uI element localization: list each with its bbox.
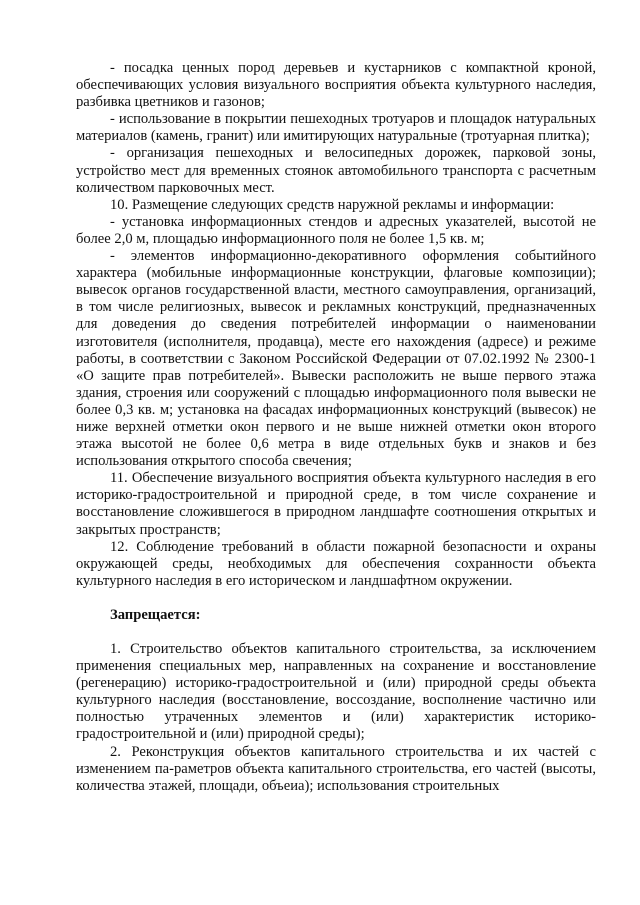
paragraph-info-stands: - установка информационных стендов и адресных указателей, высотой не более 2,0 м, площадью информационного поля не более 1,5 кв. м; bbox=[76, 213, 596, 247]
paragraph-item-11: 11. Обеспечение визуального восприятия объекта культурного наследия в его историко-градостроительной и природной среде, в том числе сохранение и восстановление сложившегося в природном ландшафте соотношения открытых и закрытых пространств; bbox=[76, 470, 596, 538]
paragraph-planting: - посадка ценных пород деревьев и кустарников с компактной кроной, обеспечивающих условия визуального восприятия объекта культурного наследия, разбивка цветников и газонов; bbox=[76, 60, 596, 111]
document-page bbox=[76, 60, 596, 795]
paragraph-paths-parking: - организация пешеходных и велосипедных дорожек, парковой зоны, устройство мест для временных стоянок автомобильного транспорта с расчетным количеством парковочных мест. bbox=[76, 145, 596, 196]
paragraph-prohibited-2: 2. Реконструкция объектов капитального строительства и их частей с изменением па-раметров объекта капитального строительства, его частей (высоты, количества этажей, площади, объеиа); использования строительных bbox=[76, 743, 596, 794]
paragraph-item-12: 12. Соблюдение требований в области пожарной безопасности и охраны окружающей среды, необходимых для обеспечения сохранности объекта культурного наследия в его историческом и ландшафтном окружении. bbox=[76, 538, 596, 589]
paragraph-prohibited-1: 1. Строительство объектов капитального строительства, за исключением применения специальных мер, направленных на сохранение и восстановление (регенерацию) историко-градостроительной и (или) природной среды объекта культурного наследия (восстановление, воссоздание, восполнение частично или полностью утраченных элементов и (или) характеристик историко-градостроительной и (или) природной среды); bbox=[76, 641, 596, 743]
paragraph-signage: - элементов информационно-декоративного оформления событийного характера (мобильные информационные конструкции, флаговые композиции); вывесок органов государственной власти, местного самоуправления, организаций, в том числе религиозных, вывесок и рекламных конструкций, предназначенных для доведения до сведения потребителей информации о наименовании изготовителя (исполнителя, продавца), месте его нахождения (адресе) и режиме работы, в соответствии с Законом Российской Федерации от 07.02.1992 № 2300-1 «О защите прав потребителей». Вывески расположить не выше первого этажа здания, строения или сооружений с площадью информационного поля вывески не более 0,3 кв. м; установка на фасадах информационных конструкций (вывесок) не ниже верхней отметки окон первого и не выше нижней отметки окон второго этажа высотой не более 0,6 метра в виде отдельных букв и знаков и без использования открытого способа свечения; bbox=[76, 248, 596, 470]
section-heading-prohibited: Запрещается: bbox=[110, 606, 201, 623]
paragraph-item-10: 10. Размещение следующих средств наружной рекламы и информации: bbox=[110, 196, 555, 213]
paragraph-paving: - использование в покрытии пешеходных тротуаров и площадок натуральных материалов (камень, гранит) или имитирующих натуральные (тротуарная плитка); bbox=[76, 111, 596, 145]
